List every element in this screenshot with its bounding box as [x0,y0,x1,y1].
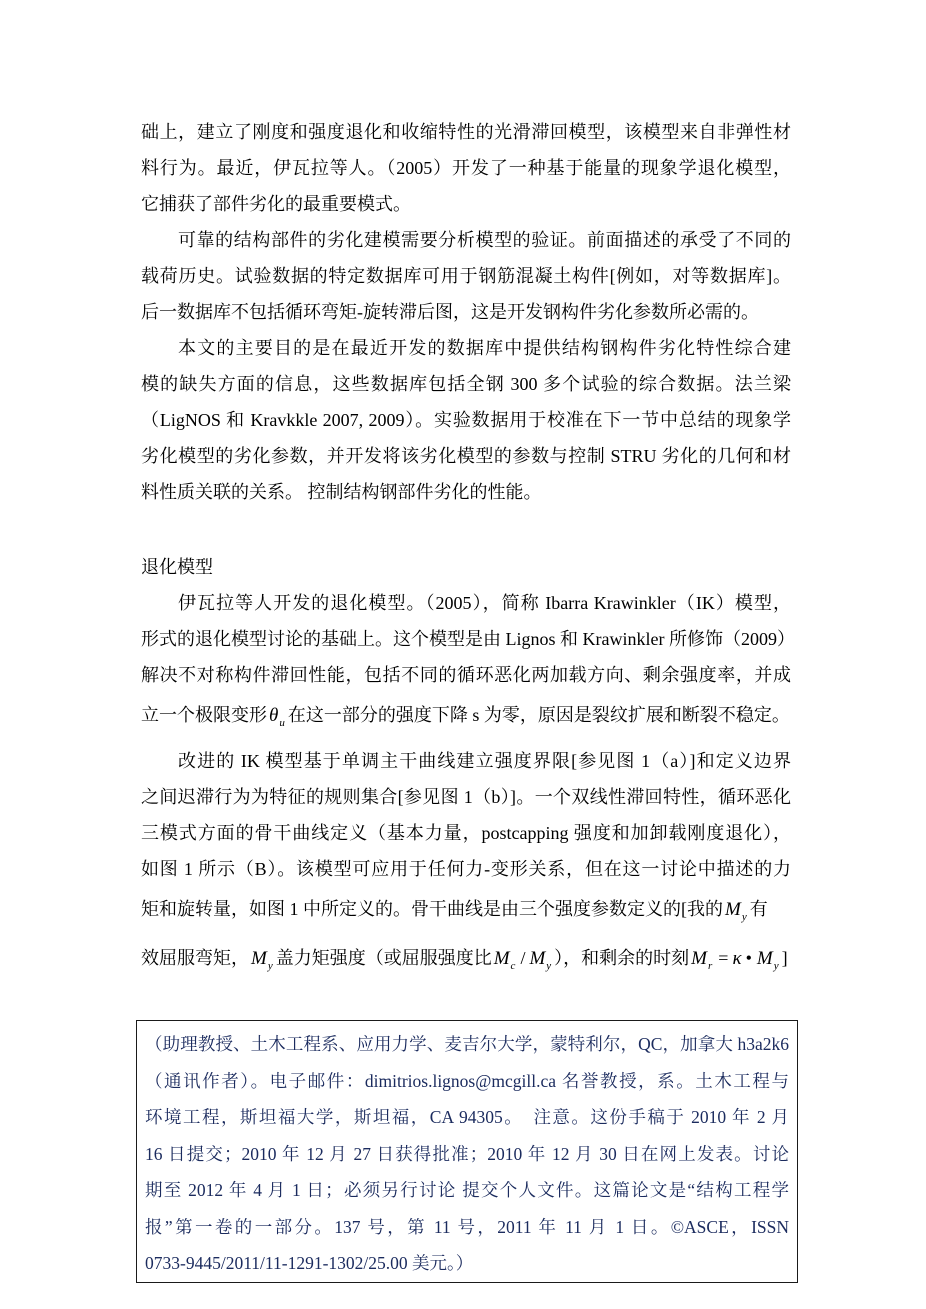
text-line: 如图 1 所示（B）。该模型可应用于任何力-变形关系，但在这一讨论中描述的力 [141,859,791,879]
footnote-line: 报”第一卷的一部分。137 号，第 11 号，2011 年 11 月 1 日。©ASCE，ISSN [145,1216,789,1237]
text-line: 伊瓦拉等人开发的退化模型。（2005），简称 Ibarra Krawinkler（IK）模型， [178,593,791,613]
paragraph [141,743,791,985]
text-line: 之间迟滞行为为特征的规则集合[参见图 1（b）]。一个双线性滞回特性，循环恶化 [141,787,791,807]
text-segment: 矩和旋转量，如图 1 中所定义的。骨干曲线是由三个强度参数定义的[我的 [141,899,723,919]
math-subscript: y [546,960,552,972]
paragraph [141,585,795,737]
math-base: M [691,948,707,969]
math-base: θ [269,705,279,726]
text-line: 形式的退化模型讨论的基础上。这个模型是由 Lignos 和 Krawinkler 所修饰（2009） [141,629,795,649]
text-line: 改进的 IK 模型基于单调主干曲线建立强度界限[参见图 1（a）]和定义边界 [178,751,791,771]
math-subscript: y [267,960,273,972]
math-symbol [723,899,750,923]
footnote-box [136,1020,798,1283]
math-subscript: r [708,960,713,972]
footnote-line: 环境工程，斯坦福大学，斯坦福，CA 94305。 注意。这份手稿于 2010 年 2 月 [145,1107,789,1127]
text-line: 础上，建立了刚度和强度退化和收缩特性的光滑滞回模型，该模型来自非弹性材 [141,122,791,142]
text-line [141,693,791,737]
math-operator: = [718,948,729,968]
text-segment: 在这一部分的强度下降 s 为零，原因是裂纹扩展和断裂不稳定。 [287,705,790,725]
text-line: 料性质关联的关系。 控制结构钢部件劣化的性能。 [141,482,542,502]
paragraph [141,222,791,330]
paragraph [141,330,791,510]
math-symbol [755,948,782,972]
math-base: M [756,948,773,969]
text-line: （LigNOS 和 Kravkkle 2007, 2009）。实验数据用于校准在下一节中总结的现象学 [141,410,791,430]
math-variable: κ [732,948,742,969]
math-subscript: u [279,717,285,729]
text-line: 三模式方面的骨干曲线定义（基本力量，postcapping 强度和加卸载刚度退化）， [141,823,791,843]
math-subscript: y [741,911,747,923]
text-segment: ] [781,948,788,968]
text-line: 它捕获了部件劣化的最重要模式。 [141,194,411,214]
text-segment: 盖力矩强度（或屈服强度比 [275,948,492,968]
text-line [141,887,791,931]
text-line: 料行为。最近，伊瓦拉等人。（2005）开发了一种基于能量的现象学退化模型， [141,158,791,178]
text-line: 可靠的结构部件的劣化建模需要分析模型的验证。前面描述的承受了不同的 [178,230,791,250]
footnote-line: 0733-9445/2011/11-1291-1302/25.00 美元。） [145,1253,474,1273]
text-segment: ），和剩余的时刻 [554,948,690,968]
math-symbol [527,948,554,972]
footnote-line: 期至 2012 年 4 月 1 日；必须另行讨论 提交个人文件。这篇论文是“结构工程学 [145,1180,789,1200]
text-line: 载荷历史。试验数据的特定数据库可用于钢筋混凝土构件[例如，对等数据库]。 [141,266,791,286]
body-text [141,114,795,985]
math-base: M [529,948,546,969]
text-line: 本文的主要目的是在最近开发的数据库中提供结构钢构件劣化特性综合建 [178,338,791,358]
text-line: 模的缺失方面的信息，这些数据库包括全钢 300 多个试验的综合数据。法兰梁 [141,374,791,394]
math-subscript: c [510,960,516,972]
footnote-line: 16 日提交；2010 年 12 月 27 日获得批准；2010 年 12 月 30 日在网上发表。讨论 [145,1143,789,1164]
text-segment: 效屈服弯矩， [141,948,249,968]
footnote-line: （助理教授、土木工程系、应用力学、麦吉尔大学，蒙特利尔，QC，加拿大 h3a2k6 [145,1034,789,1054]
text-line: 解决不对称构件滞回性能，包括不同的循环恶化两加载方向、剩余强度率，并成 [141,665,791,685]
text-segment: 立一个极限变形 [141,705,267,725]
math-base: M [725,899,741,920]
math-symbol [689,948,715,972]
section-heading: 退化模型 [141,557,213,577]
text-line [141,931,791,985]
math-symbol [267,705,288,729]
math-symbol [492,948,519,972]
paragraph [141,114,791,222]
math-subscript: y [773,960,779,972]
footnote-line: （通讯作者）。电子邮件：dimitrios.lignos@mcgill.ca 名誉教授，系。土木工程与 [145,1070,789,1091]
math-operator: • [745,948,752,968]
text-line: 后一数据库不包括循环弯矩-旋转滞后图，这是开发钢构件劣化参数所必需的。 [141,302,759,322]
math-symbol [249,948,276,972]
text-line: 劣化模型的劣化参数，并开发将该劣化模型的参数与控制 STRU 劣化的几何和材 [141,446,791,466]
math-operator: / [520,948,526,968]
math-base: M [493,948,510,969]
text-segment: 有 [749,899,768,919]
math-base: M [251,948,267,969]
